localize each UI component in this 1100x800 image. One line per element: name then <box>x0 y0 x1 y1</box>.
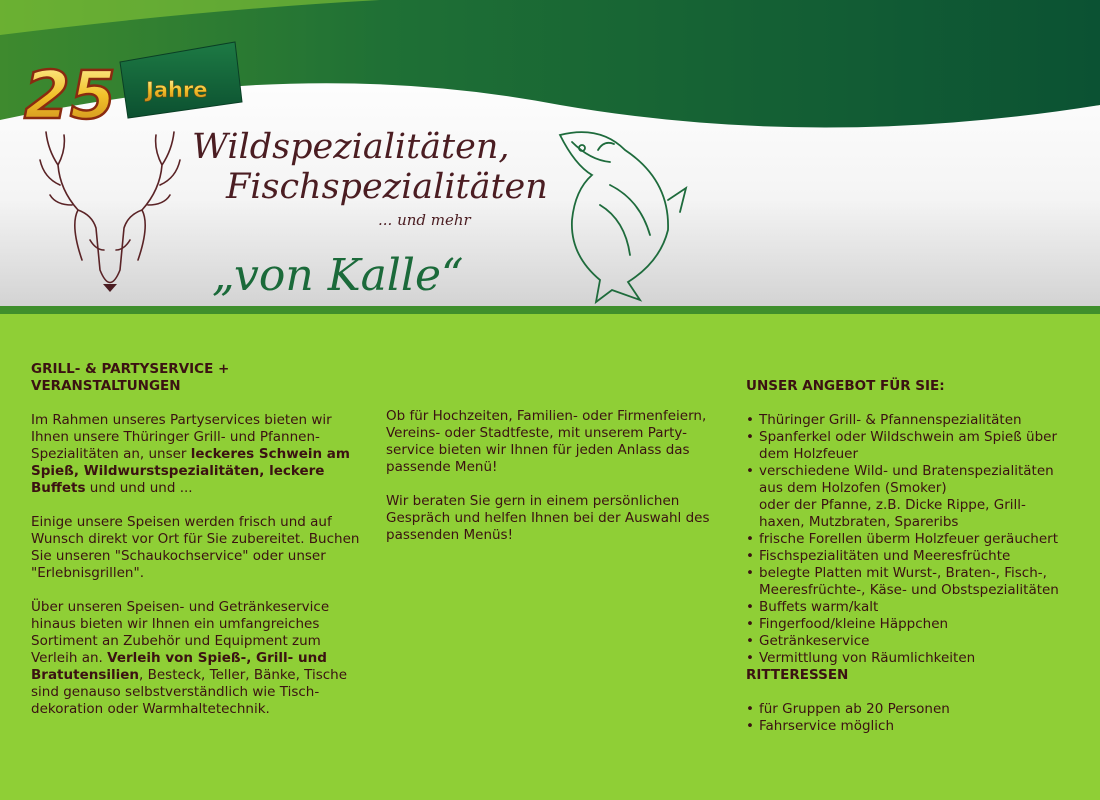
list-item: • Spanferkel oder Wildschwein am Spieß über dem Holzfeuer <box>746 429 1086 463</box>
list-item: • belegte Platten mit Wurst-, Braten-, Fisch-, Meeresfrüchte-, Käse- und Obstspezialitäten <box>746 565 1086 599</box>
section-heading-partyservice: GRILL- & PARTYSERVICE + VERANSTALTUNGEN <box>31 361 230 394</box>
svg-text:25: 25 <box>24 57 116 134</box>
ritteressen-list <box>746 701 1086 735</box>
list-item: • Fischspezialitäten und Meeresfrüchte <box>746 548 1086 565</box>
column-partyservice <box>31 361 361 735</box>
list-item: • Getränkeservice <box>746 633 1086 650</box>
consulting-paragraph: Wir beraten Sie gern in einem persönlichen Gespräch und helfen Ihnen bei der Auswahl des passenden Menüs! <box>386 493 710 543</box>
svg-text:Wildspezialitäten,: Wildspezialitäten, <box>192 127 510 167</box>
list-item: • Fahrservice möglich <box>746 718 1086 735</box>
header-banner <box>0 0 1100 320</box>
section-heading-ritteressen: RITTERESSEN <box>746 667 849 683</box>
rental-paragraph: Über unseren Speisen- und Getränkeservice hinaus bieten wir Ihnen ein umfangreiches Sortiment an Zubehör und Equipment zum Verleih an. Verleih von Spieß-, Grill- und Bratutensilien, Besteck, Teller, Bänke, Tische sind genauso selbstverständlich wie Tisch-dekoration oder Warmhaltetechnik. <box>31 599 348 717</box>
offers-list <box>746 412 1086 667</box>
section-heading-offers: UNSER ANGEBOT FÜR SIE: <box>746 378 945 394</box>
list-item: • Thüringer Grill- & Pfannenspezialitäten <box>746 412 1086 429</box>
list-item: • Fingerfood/kleine Häppchen <box>746 616 1086 633</box>
svg-text:„von Kalle“: „von Kalle“ <box>212 250 464 301</box>
list-item: • für Gruppen ab 20 Personen <box>746 701 1086 718</box>
column-offers <box>746 378 1086 735</box>
svg-text:Fischspezialitäten: Fischspezialitäten <box>226 167 548 207</box>
column-occasions <box>386 408 721 561</box>
intro-paragraph: Im Rahmen unseres Partyservices bieten wir Ihnen unsere Thüringer Grill- und Pfannen-Spezialitäten an, unser leckeres Schwein am Spieß, Wildwurstspezialitäten, leckere Buffets und und und ... <box>31 412 350 496</box>
list-item: • verschiedene Wild- und Bratenspezialitäten aus dem Holzofen (Smoker) oder der Pfanne, z.B. Dicke Rippe, Grill- haxen, Mutzbraten, Spareribs <box>746 463 1086 531</box>
showcooking-paragraph: Einige unsere Speisen werden frisch und auf Wunsch direkt vor Ort für Sie zubereitet. Buchen Sie unseren "Schaukochservice" oder unser "Erlebnisgrillen". <box>31 514 360 581</box>
svg-text:... und mehr: ... und mehr <box>378 211 471 229</box>
svg-text:Jahre: Jahre <box>146 78 208 102</box>
list-item: • frische Forellen überm Holzfeuer geräuchert <box>746 531 1086 548</box>
list-item: • Vermittlung von Räumlichkeiten <box>746 650 1086 667</box>
list-item: • Buffets warm/kalt <box>746 599 1086 616</box>
occasions-paragraph: Ob für Hochzeiten, Familien- oder Firmenfeiern, Vereins- oder Stadtfeste, mit unserem Party-service bieten wir Ihnen für jeden Anlass das passende Menü! <box>386 408 707 475</box>
